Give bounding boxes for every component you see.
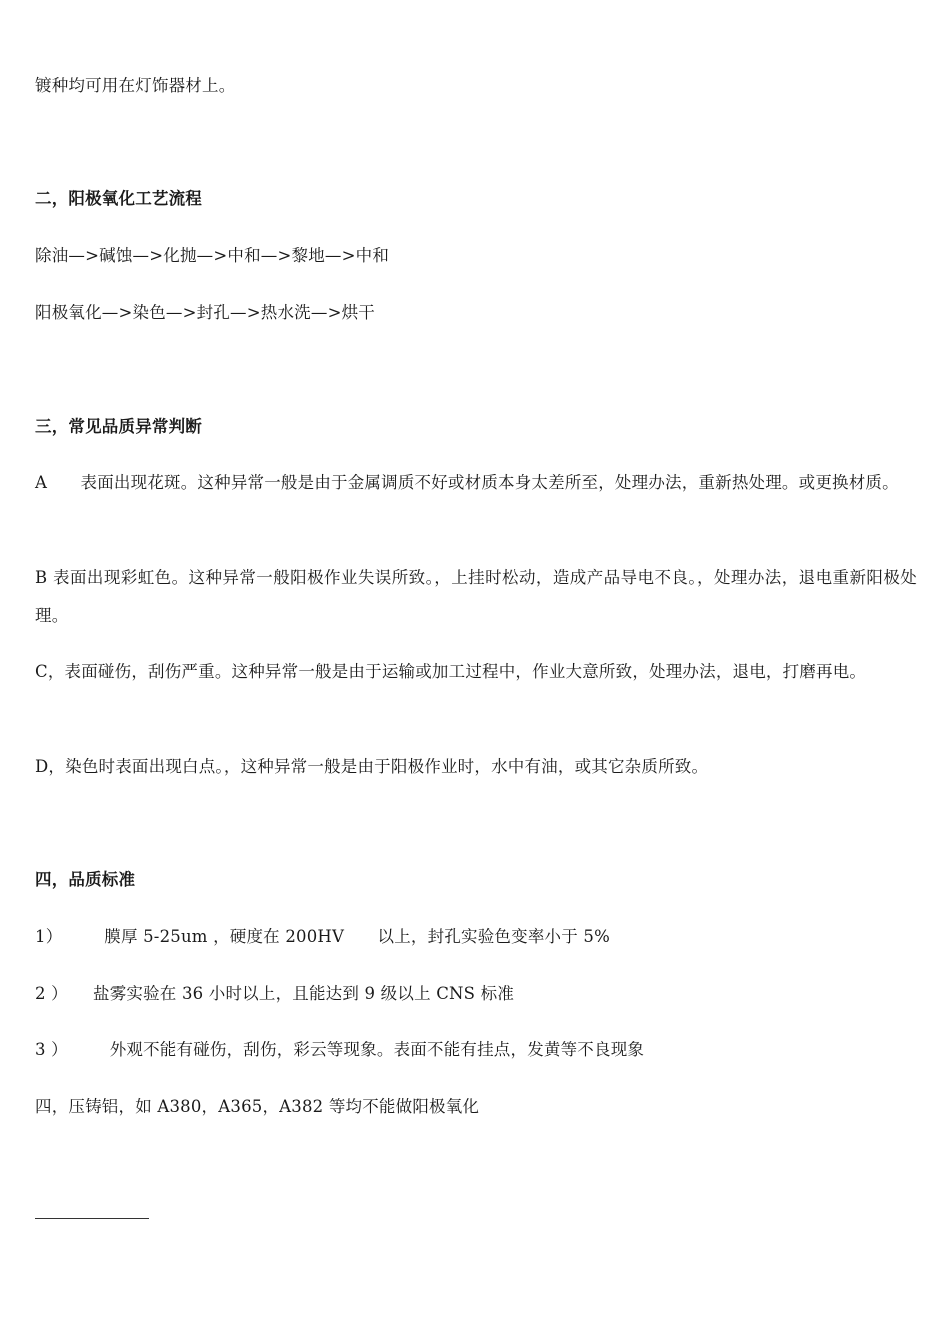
issue-item-d: D，染色时表面出现白点。，这种异常一般是由于阳极作业时，水中有油，或其它杂质所致。 <box>35 757 709 776</box>
process-flow-line-2: 阳极氧化—>染色—>封孔—>热水洗—>烘干 <box>35 303 376 322</box>
bottom-divider <box>35 1218 149 1219</box>
issue-item-c: C，表面碰伤，刮伤严重。这种异常一般是由于运输或加工过程中，作业大意所致，处理办法，退电，打磨再电。 <box>35 662 867 681</box>
section-heading-quality-issues: 三，常见品质异常判断 <box>35 417 202 436</box>
section-heading-quality-standards: 四，品质标准 <box>35 870 136 889</box>
issue-item-b: B 表面出现彩虹色。这种异常一般阳极作业失误所致。，上挂时松动，造成产品导电不良。，处理办法，退电重新阳极处理。 <box>35 568 917 625</box>
die-cast-note: 四，压铸铝，如 A380，A365，A382 等均不能做阳极氧化 <box>35 1097 480 1116</box>
process-flow-line-1: 除油—>碱蚀—>化抛—>中和—>黎地—>中和 <box>35 246 390 265</box>
section-heading-anodizing-process: 二，阳极氧化工艺流程 <box>35 189 202 208</box>
standard-item-2: 2 ） 盐雾实验在 36 小时以上，且能达到 9 级以上 CNS 标准 <box>35 984 515 1003</box>
standard-item-3: 3 ） 外观不能有碰伤，刮伤，彩云等现象。表面不能有挂点，发黄等不良现象 <box>35 1040 645 1059</box>
issue-item-a: A 表面出现花斑。这种异常一般是由于金属调质不好或材质本身太差所至，处理办法，重新热处理。或更换材质。 <box>35 473 899 492</box>
standard-item-1: 1） 膜厚 5-25um ，硬度在 200HV 以上，封孔实验色变率小于 5% <box>35 927 610 946</box>
intro-text: 镀种均可用在灯饰器材上。 <box>35 76 236 95</box>
